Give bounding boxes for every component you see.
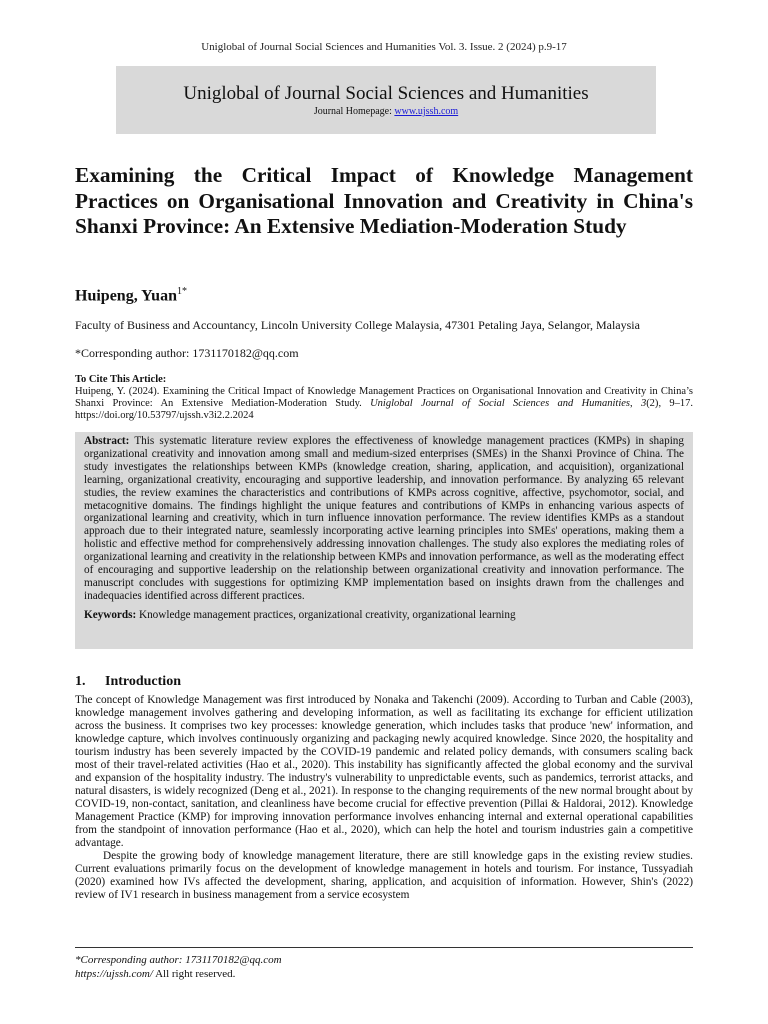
footer-site-line: [75, 967, 282, 981]
author-name: [75, 286, 187, 305]
section-heading-introduction: [75, 674, 181, 690]
keywords-text: Knowledge management practices, organizational creativity, organizational learning: [139, 608, 516, 621]
citation-journal: Uniglobal Journal of Social Sciences and Humanities: [370, 398, 630, 409]
homepage-label: Journal Homepage:: [313, 106, 392, 117]
section-title: Introduction: [105, 674, 181, 689]
section-number: 1.: [75, 674, 86, 689]
citation-heading: To Cite This Article:: [75, 374, 167, 385]
citation-plain: Huipeng, Y. (2024). Examining the Critical Impact of Knowledge Management Practices on Organisational Innovation and Creativity in China’s Shanxi Province: An Extensive Mediation-Moderation Study.: [75, 386, 693, 409]
paragraph: The concept of Knowledge Management was first introduced by Nonaka and Takenchi (2009). According to Turban and Cable (2003), knowledge management involves gathering and developing information, as well as facilitating its exchange for efficient utilization across the business. It comprises two key processes: knowledge generation, which includes tasks that produce 'new' information, and knowledge capture, which involves continuously organizing and packaging newly acquired knowledge. Since 2020, the hospitality and tourism industry has been severely impacted by the COVID-19 pandemic and related policy demands, with consumers scaling back most of their travel-related activities (Hao et al., 2020). This instability has significantly affected the global economy and the survival and expansion of the hospitality industry. The industry's vulnerability to unpredictable events, such as pandemics, terrorist attacks, and natural disasters, is widely recognized (Deng et al., 2021). In response to the changing requirements of the new normal brought about by COVID-19, non-contact, sanitation, and cleanliness have become crucial for effective prevention (Pillai & Haldorai, 2012). Knowledge Management Practice (KMP) for improving innovation performance involves enhancing internal and external operational capabilities from the standpoint of innovation performance (Hao et al., 2020), which can help the hotel and tourism industries gain a competitive advantage.: [75, 694, 693, 849]
citation-volume: 3: [640, 398, 647, 409]
journal-name: Uniglobal of Journal Social Sciences and Humanities: [183, 83, 589, 104]
page-footer: [75, 953, 282, 981]
citation-block: [75, 374, 693, 422]
article-title: Examining the Critical Impact of Knowledge Management Practices on Organisational Innovation and Creativity in China's Shanxi Province: An Extensive Mediation-Moderation Study: [75, 163, 693, 238]
citation-pages-doi: , 9–17. https://doi.org/10.53797/ujssh.v3i2.2.2024: [75, 398, 694, 421]
abstract: [84, 435, 684, 603]
author-name-text: Huipeng, Yuan: [75, 287, 177, 305]
corresponding-author: *Corresponding author: 1731170182@qq.com: [75, 346, 299, 360]
abstract-label: Abstract:: [84, 435, 130, 447]
keywords-label: Keywords:: [84, 608, 137, 621]
running-header: Uniglobal of Journal Social Sciences and Humanities Vol. 3. Issue. 2 (2024) p.9-17: [201, 41, 567, 53]
homepage-link[interactable]: www.ujssh.com: [394, 106, 459, 117]
abstract-box: [75, 432, 693, 649]
introduction-body: [75, 694, 693, 902]
journal-banner: [116, 66, 656, 134]
footer-site-link[interactable]: https://ujssh.com/: [75, 968, 153, 980]
abstract-text: This systematic literature review explores the effectiveness of knowledge management practices (KMPs) in shaping organizational creativity and innovation among small and medium-sized enterprises (SMEs) in the Shanxi Province of China. The study investigates the relationships between KMPs (knowledge creation, sharing, application, and acquisition), organizational learning, organizational creativity, encouraging and supportive leadership, and innovation performance. By analyzing 65 relevant studies, the review examines the characteristics and contributions of KMPs across cognitive, affective, psychomotor, social, and metacognitive domains. The findings highlight the unique features and contributions of KMPs in enhancing various aspects of organizational learning and creativity, which in turn influence innovation performance. The review identifies KMPs as a standout approach due to their integrated nature, seamlessly incorporating active learning principles into SMEs' operations, making them a holistic and effective method for comprehensively addressing innovation challenges. The study also explores the mediating roles of organizational learning and creativity in the relationship between KMPs and innovation performance, as well as the moderating effect of encouraging and supportive leadership on the relationship between organizational creativity and innovation performance. The manuscript concludes with suggestions for optimizing KMP implementation based on insights drawn from the challenges and inadequacies identified across different practices.: [84, 435, 684, 602]
citation-text: [75, 386, 693, 422]
author-mark: 1*: [176, 286, 187, 297]
paragraph: Despite the growing body of knowledge management literature, there are still knowledge gaps in the existing review studies. Current evaluations primarily focus on the development of knowledge management in hotels and tourism. For instance, Tussyadiah (2020) examined how IVs affected the development, sharing, application, and acquisition of information. However, Shin's (2022) review of IV1 research in business management from a service ecosystem: [75, 850, 693, 901]
footnote-corresponding: *Corresponding author: 1731170182@qq.com: [75, 954, 282, 966]
journal-homepage: [116, 106, 656, 117]
affiliation: Faculty of Business and Accountancy, Lincoln University College Malaysia, 47301 Petaling Jaya, Selangor, Malaysia: [75, 318, 640, 332]
keywords: [84, 609, 684, 622]
footer-divider: [75, 947, 693, 948]
footer-rights: All right reserved.: [152, 968, 236, 980]
citation-volume-sep: ,: [629, 398, 641, 409]
citation-issue: (2): [646, 398, 659, 409]
